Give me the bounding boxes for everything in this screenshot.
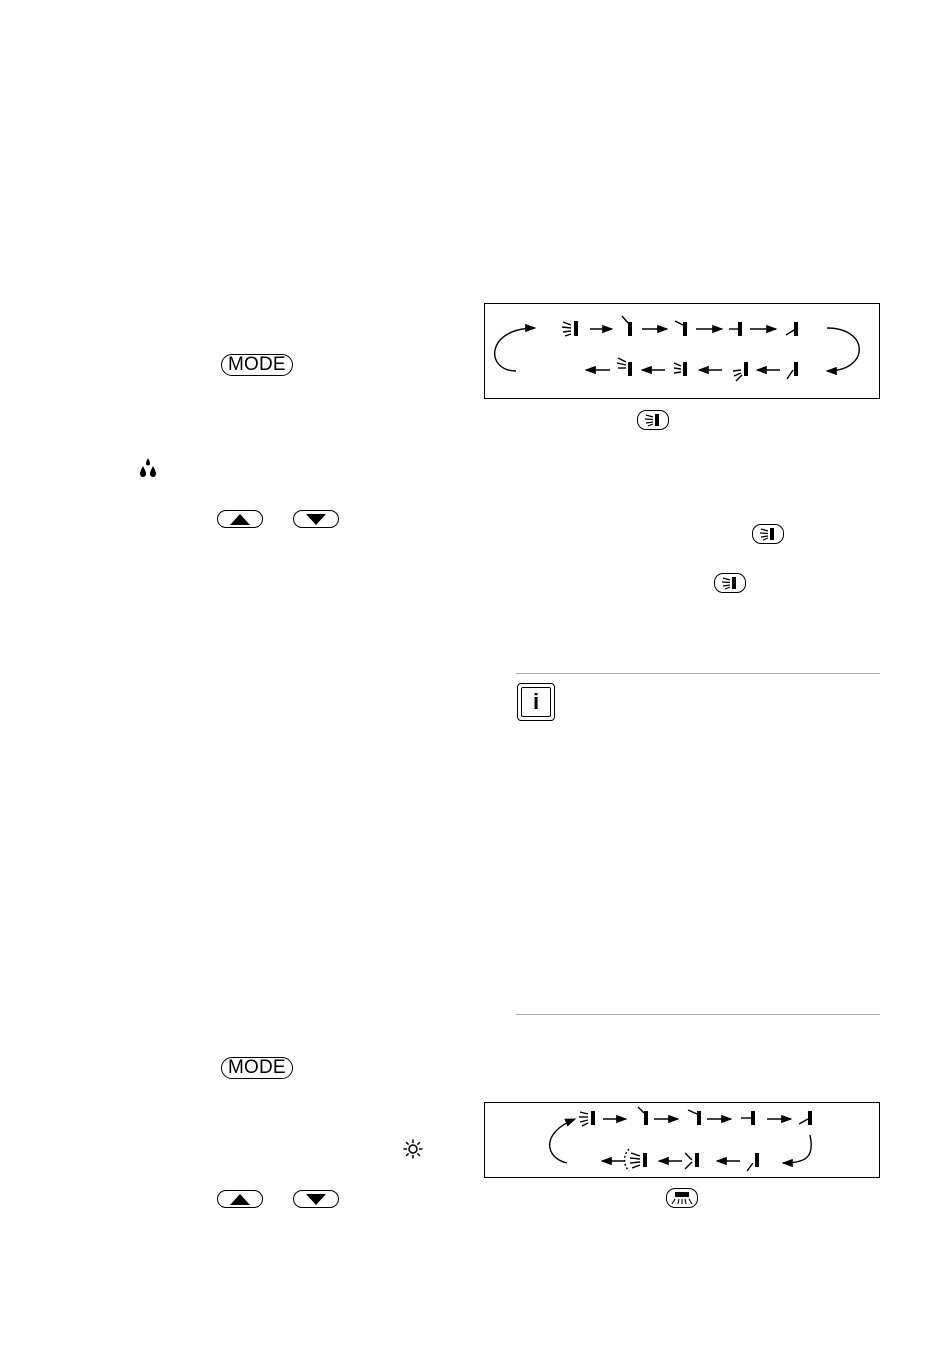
vertical-swing-button[interactable]	[637, 410, 669, 430]
sun-icon	[403, 1139, 423, 1159]
vertical-swing-diagram	[484, 303, 880, 399]
vertical-swing-icon	[643, 413, 663, 427]
up-button-heat[interactable]	[217, 1190, 263, 1208]
mode-button[interactable]: MODE	[221, 354, 293, 376]
horizontal-swing-icon	[671, 1191, 693, 1205]
vertical-swing-button-2[interactable]	[752, 524, 784, 544]
info-symbol: i	[521, 687, 551, 717]
vertical-swing-icon	[720, 576, 740, 590]
down-button-heat[interactable]	[293, 1190, 339, 1208]
down-arrow-icon	[306, 514, 326, 525]
swing-sequence-graphic-2	[485, 1103, 881, 1179]
water-drops-icon	[138, 458, 160, 480]
info-icon	[517, 683, 555, 721]
up-button[interactable]	[217, 510, 263, 528]
note-bottom-rule	[516, 1014, 880, 1015]
mode-button-heat[interactable]: MODE	[221, 1057, 293, 1079]
down-arrow-icon	[306, 1194, 326, 1205]
vertical-swing-button-3[interactable]	[714, 573, 746, 593]
horizontal-swing-diagram	[484, 1102, 880, 1178]
vertical-swing-icon	[758, 527, 778, 541]
up-arrow-icon	[230, 514, 250, 525]
down-button[interactable]	[293, 510, 339, 528]
swing-sequence-graphic	[485, 304, 881, 400]
note-top-rule	[516, 673, 880, 674]
up-arrow-icon	[230, 1194, 250, 1205]
horizontal-swing-button[interactable]	[666, 1188, 698, 1208]
